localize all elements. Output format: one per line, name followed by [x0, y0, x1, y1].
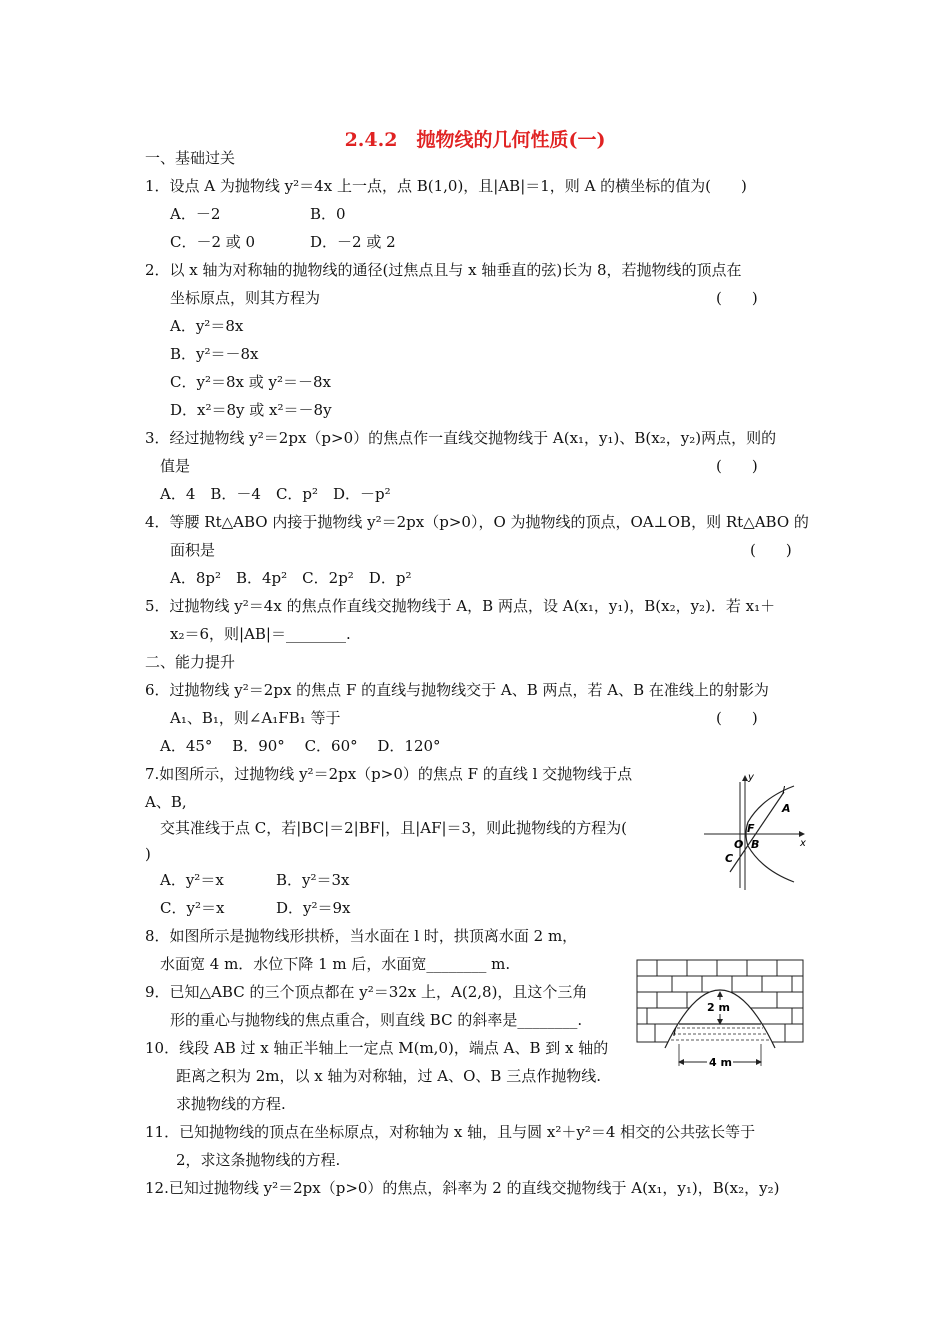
- answer-blank: ( ): [716, 289, 758, 307]
- question-4: 4．等腰 Rt△ABO 内接于抛物线 y²＝2px（p>0），O 为抛物线的顶点，OA⊥OB，则 Rt△ABO 的: [145, 513, 809, 531]
- option: A．y²＝8x: [170, 317, 244, 335]
- options: A．4 B．－4 C．p² D．－p²: [160, 485, 391, 503]
- question-7-cont: A、B,: [145, 793, 187, 811]
- label-a: A: [782, 802, 791, 815]
- question-8-cont: 水面宽 4 m．水位下降 1 m 后，水面宽________ m.: [160, 955, 511, 973]
- question-11: 11．已知抛物线的顶点在坐标原点，对称轴为 x 轴，且与圆 x²＋y²＝4 相交的公共弦长等于: [145, 1123, 756, 1141]
- label-l: l: [673, 1026, 677, 1039]
- question-8: 8．如图所示是抛物线形拱桥，当水面在 l 时，拱顶离水面 2 m，: [145, 927, 578, 945]
- option: B．y²＝3x: [276, 871, 350, 889]
- section-heading: 二、能力提升: [145, 653, 236, 671]
- options: A．8p² B．4p² C．2p² D．p²: [170, 569, 412, 587]
- label-x: x: [800, 838, 806, 849]
- label-l: l: [782, 784, 786, 797]
- question-7: 7.如图所示，过抛物线 y²＝2px（p>0）的焦点 F 的直线 l 交抛物线于点: [145, 765, 633, 783]
- question-3: 3．经过抛物线 y²＝2px（p>0）的焦点作一直线交抛物线于 A(x₁，y₁)、B(x₂，y₂)两点，则的: [145, 429, 777, 447]
- question-5: 5．过抛物线 y²＝4x 的焦点作直线交抛物线于 A，B 两点，设 A(x₁，y₁)，B(x₂，y₂)．若 x₁＋: [145, 597, 776, 615]
- line-l: [730, 792, 784, 872]
- question-10-cont: 求抛物线的方程.: [176, 1095, 286, 1113]
- arch-bridge-figure: [635, 958, 805, 1070]
- label-f: F: [747, 822, 755, 835]
- question-1: 1．设点 A 为抛物线 y²＝4x 上一点，点 B(1,0)，且|AB|＝1，则 A 的横坐标的值为( ): [145, 177, 747, 195]
- question-7-cont: ): [145, 845, 151, 863]
- question-11-cont: 2，求这条抛物线的方程.: [176, 1151, 341, 1169]
- option: B．0: [310, 205, 346, 223]
- question-3-cont: 值是: [160, 457, 191, 475]
- question-7-cont: 交其准线于点 C，若|BC|＝2|BF|，且|AF|＝3，则此抛物线的方程为(: [160, 819, 627, 837]
- option: B．y²＝－8x: [170, 345, 259, 363]
- answer-blank: ( ): [750, 541, 792, 559]
- question-2: 2．以 x 轴为对称轴的抛物线的通径(过焦点且与 x 轴垂直的弦)长为 8，若抛物线的顶点在: [145, 261, 742, 279]
- option: A．y²＝x: [160, 871, 224, 889]
- option: C．y²＝x: [160, 899, 225, 917]
- label-b: B: [751, 838, 760, 851]
- answer-blank: ( ): [716, 709, 758, 727]
- section-heading: 一、基础过关: [145, 149, 236, 167]
- question-5-cont: x₂＝6，则|AB|＝________.: [170, 625, 351, 643]
- option: C．－2 或 0: [170, 233, 256, 251]
- label-2m: 2 m: [707, 1001, 730, 1014]
- question-9: 9．已知△ABC 的三个顶点都在 y²＝32x 上，A(2,8)，且这个三角: [145, 983, 588, 1001]
- question-2-cont: 坐标原点，则其方程为: [170, 289, 321, 307]
- answer-blank: ( ): [716, 457, 758, 475]
- parabola-figure: [700, 772, 810, 892]
- option: D．－2 或 2: [310, 233, 396, 251]
- label-y: y: [748, 772, 754, 783]
- option: A．－2: [170, 205, 221, 223]
- label-c: C: [725, 852, 734, 865]
- label-o: O: [734, 838, 744, 851]
- label-4m: 4 m: [709, 1056, 732, 1069]
- question-12: 12.已知过抛物线 y²＝2px（p>0）的焦点，斜率为 2 的直线交抛物线于 A(x₁，y₁)，B(x₂，y₂): [145, 1179, 780, 1197]
- question-10-cont: 距离之积为 2m，以 x 轴为对称轴，过 A、O、B 三点作抛物线.: [176, 1067, 601, 1085]
- question-4-cont: 面积是: [170, 541, 216, 559]
- question-10: 10．线段 AB 过 x 轴正半轴上一定点 M(m,0)，端点 A、B 到 x 轴的: [145, 1039, 609, 1057]
- question-9-cont: 形的重心与抛物线的焦点重合，则直线 BC 的斜率是________.: [170, 1011, 583, 1029]
- options: A．45° B．90° C．60° D．120°: [160, 737, 441, 755]
- page-title: 2.4.2 抛物线的几何性质(一): [344, 129, 606, 151]
- question-6: 6．过抛物线 y²＝2px 的焦点 F 的直线与抛物线交于 A、B 两点，若 A、B 在准线上的射影为: [145, 681, 769, 699]
- option: D．y²＝9x: [276, 899, 351, 917]
- option: C．y²＝8x 或 y²＝－8x: [170, 373, 331, 391]
- option: D．x²＝8y 或 x²＝－8y: [170, 401, 332, 419]
- question-6-cont: A₁、B₁，则∠A₁FB₁ 等于: [170, 709, 341, 727]
